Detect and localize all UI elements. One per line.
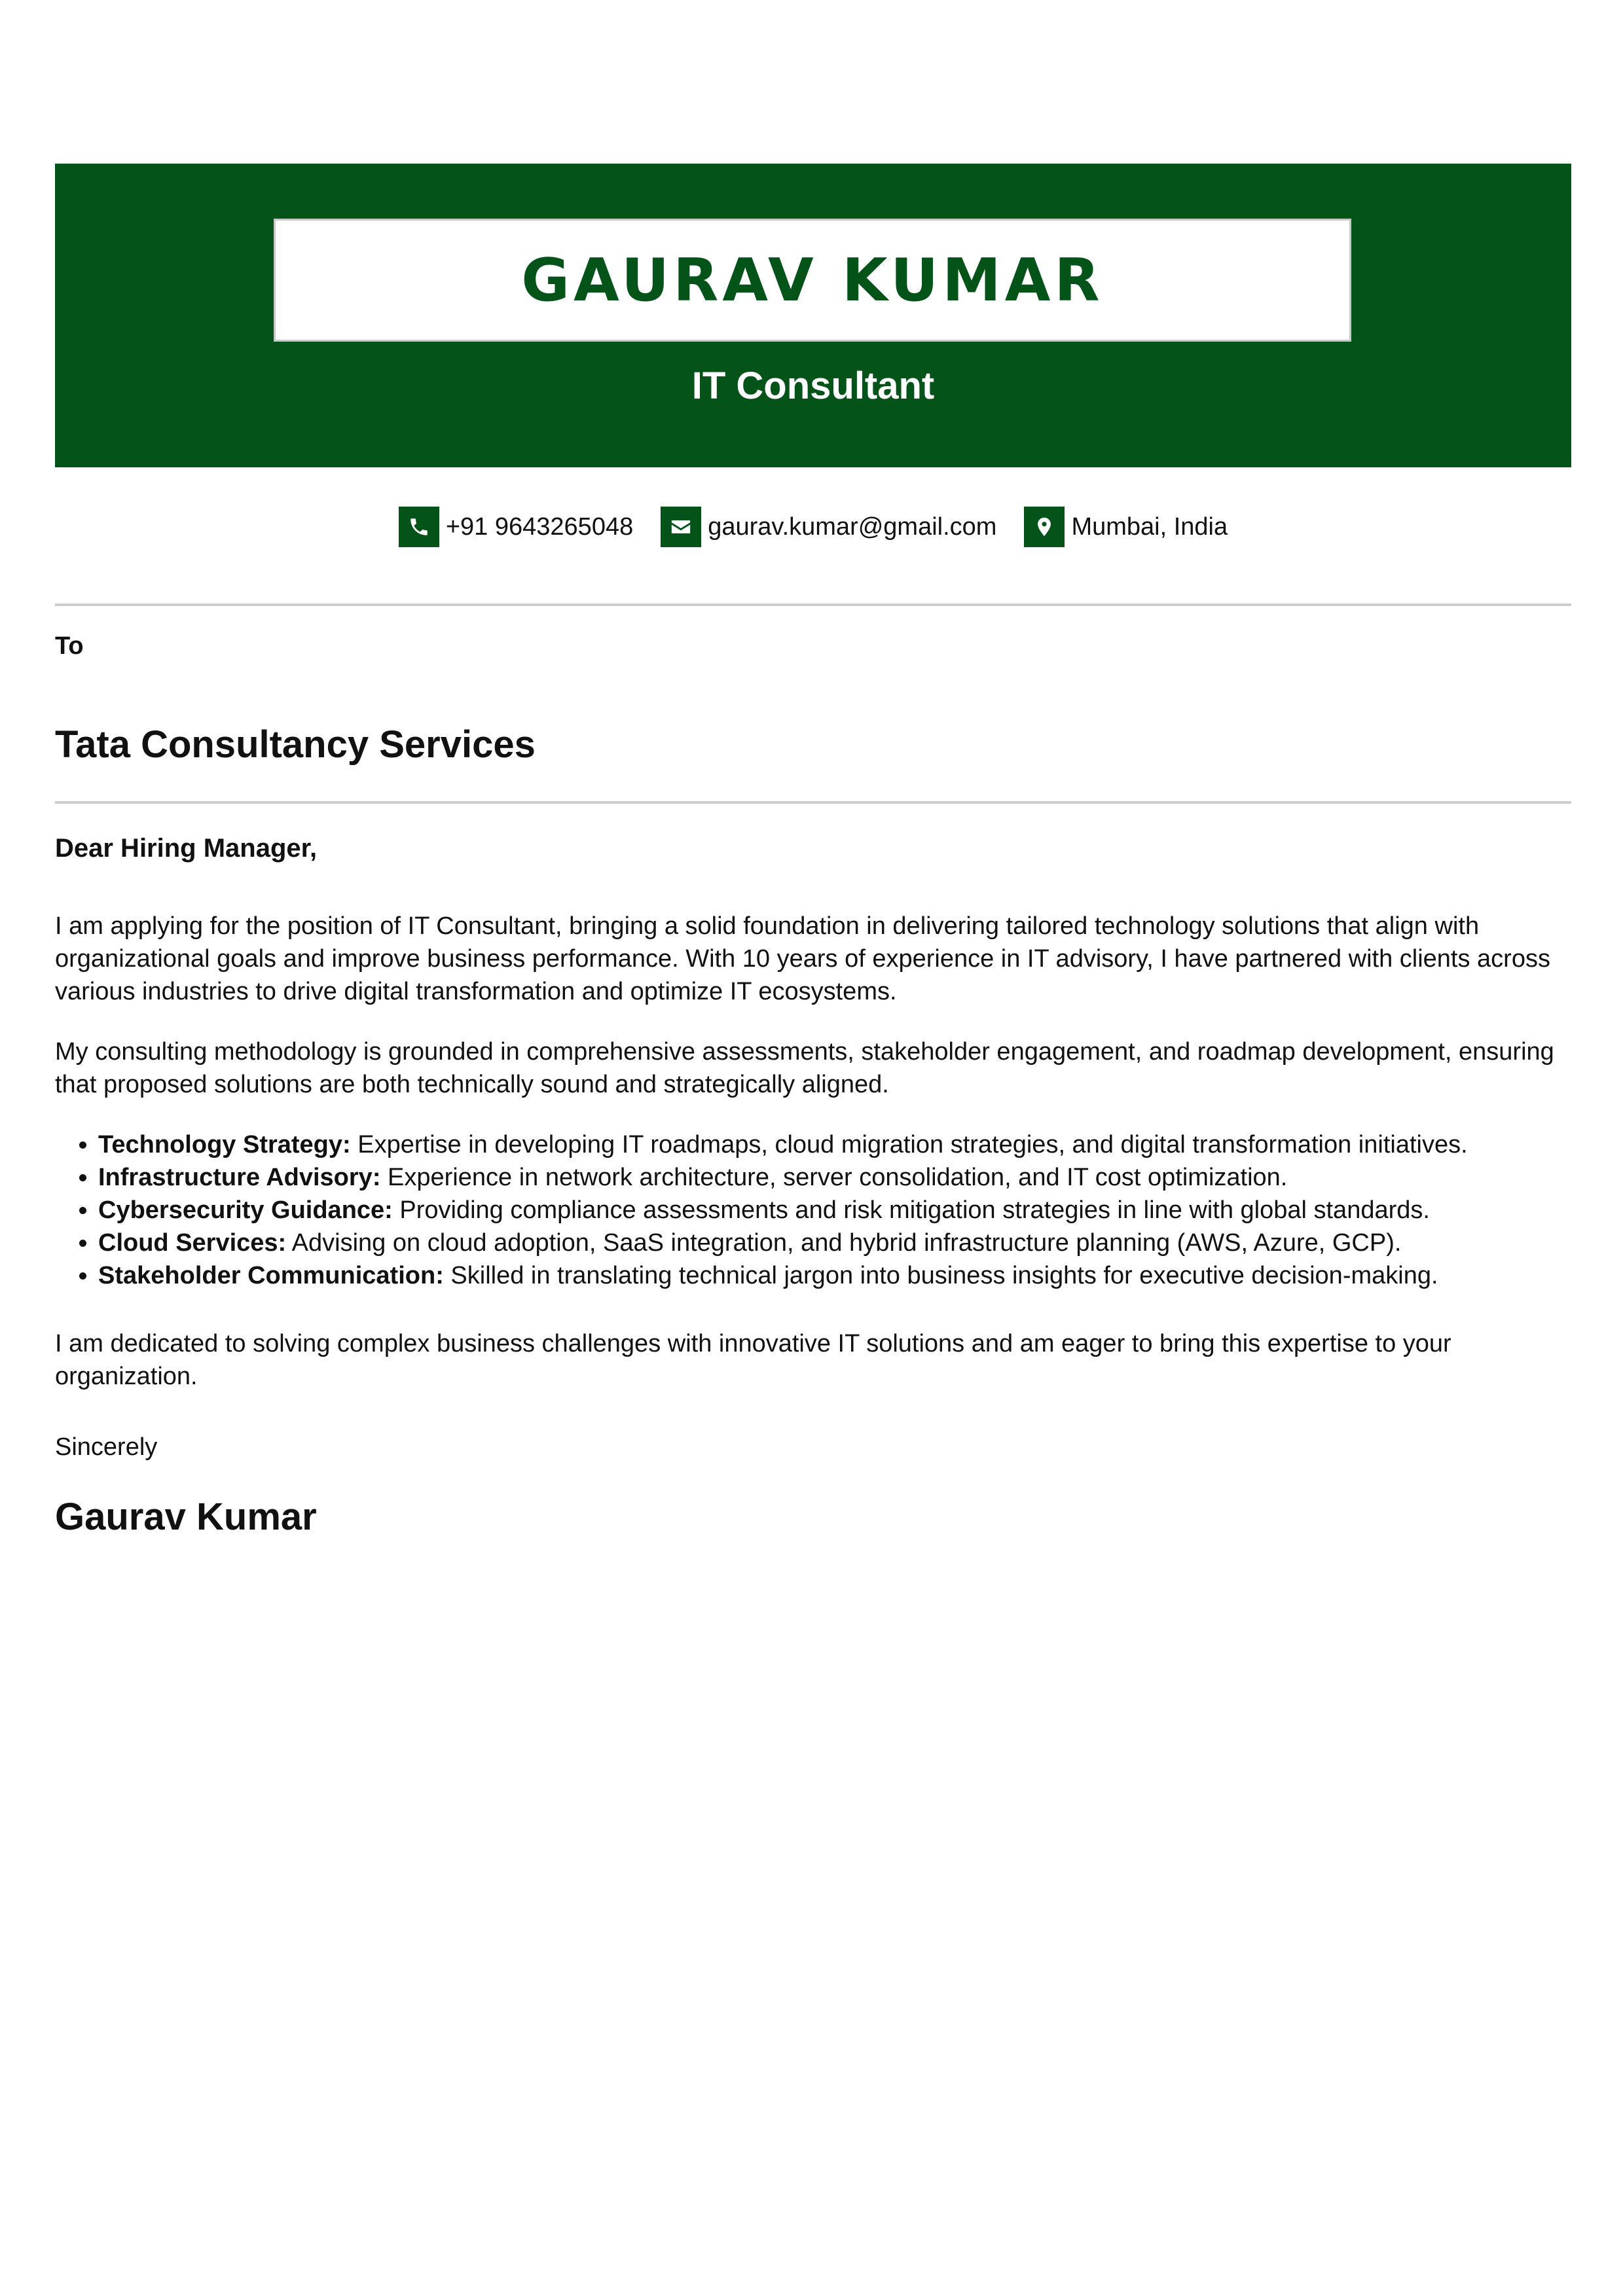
skill-label: Cloud Services: [98, 1229, 287, 1257]
skill-label: Stakeholder Communication: [98, 1262, 444, 1289]
name-box [274, 219, 1351, 342]
skill-label: Cybersecurity Guidance: [98, 1196, 393, 1224]
applicant-name: GAURAV KUMAR [521, 245, 1104, 315]
skills-list [55, 1128, 1571, 1292]
salutation: Dear Hiring Manager, [55, 834, 318, 863]
header-banner [55, 164, 1571, 467]
contact-email-text[interactable]: gaurav.kumar@gmail.com [708, 512, 997, 541]
skill-text: Providing compliance assessments and risk mitigation strategies in line with global standards. [392, 1196, 1430, 1224]
list-item [98, 1227, 1571, 1259]
job-title: IT Consultant [691, 365, 935, 407]
list-item [98, 1194, 1571, 1227]
contact-phone [399, 507, 633, 547]
contact-location [1024, 507, 1228, 547]
cover-letter-page [55, 164, 1571, 1538]
recipient-company: Tata Consultancy Services [55, 723, 536, 766]
phone-icon [399, 507, 439, 547]
list-item [98, 1128, 1571, 1161]
contact-email [661, 507, 996, 547]
contact-bar [55, 507, 1571, 547]
map-pin-icon [1024, 507, 1065, 547]
skill-text: Advising on cloud adoption, SaaS integration, and hybrid infrastructure planning (AWS, Azure, GCP). [286, 1229, 1402, 1257]
closing-phrase: Sincerely [55, 1433, 158, 1461]
paragraph-closing: I am dedicated to solving complex business challenges with innovative IT solutions and am eager to bring this expertise to your organization. [55, 1330, 1451, 1390]
list-item [98, 1161, 1571, 1194]
skill-text: Expertise in developing IT roadmaps, cloud migration strategies, and digital transformation initiatives. [350, 1131, 1468, 1158]
skill-label: Infrastructure Advisory: [98, 1164, 381, 1191]
paragraph-methodology: My consulting methodology is grounded in comprehensive assessments, stakeholder engagement, and roadmap development, ensuring that proposed solutions are both technically sound and strategically aligned. [55, 1038, 1554, 1098]
signature-name: Gaurav Kumar [55, 1496, 317, 1538]
skill-text: Experience in network architecture, server consolidation, and IT cost optimization. [380, 1164, 1288, 1191]
list-item [98, 1259, 1571, 1292]
contact-phone-text[interactable]: +91 9643265048 [445, 512, 634, 541]
to-label: To [55, 632, 84, 660]
skill-label: Technology Strategy: [98, 1131, 351, 1158]
skill-text: Skilled in translating technical jargon into business insights for executive decision-making. [443, 1262, 1438, 1289]
divider-top [55, 603, 1571, 606]
envelope-icon [661, 507, 701, 547]
contact-location-text: Mumbai, India [1071, 512, 1228, 541]
paragraph-intro: I am applying for the position of IT Consultant, bringing a solid foundation in delivering tailored technology solutions that align with organizational goals and improve business performance. With 10 years of experience in IT advisory, I have partnered with clients across various industries to drive digital transformation and optimize IT ecosystems. [55, 912, 1550, 1005]
divider-recipient [55, 801, 1571, 804]
